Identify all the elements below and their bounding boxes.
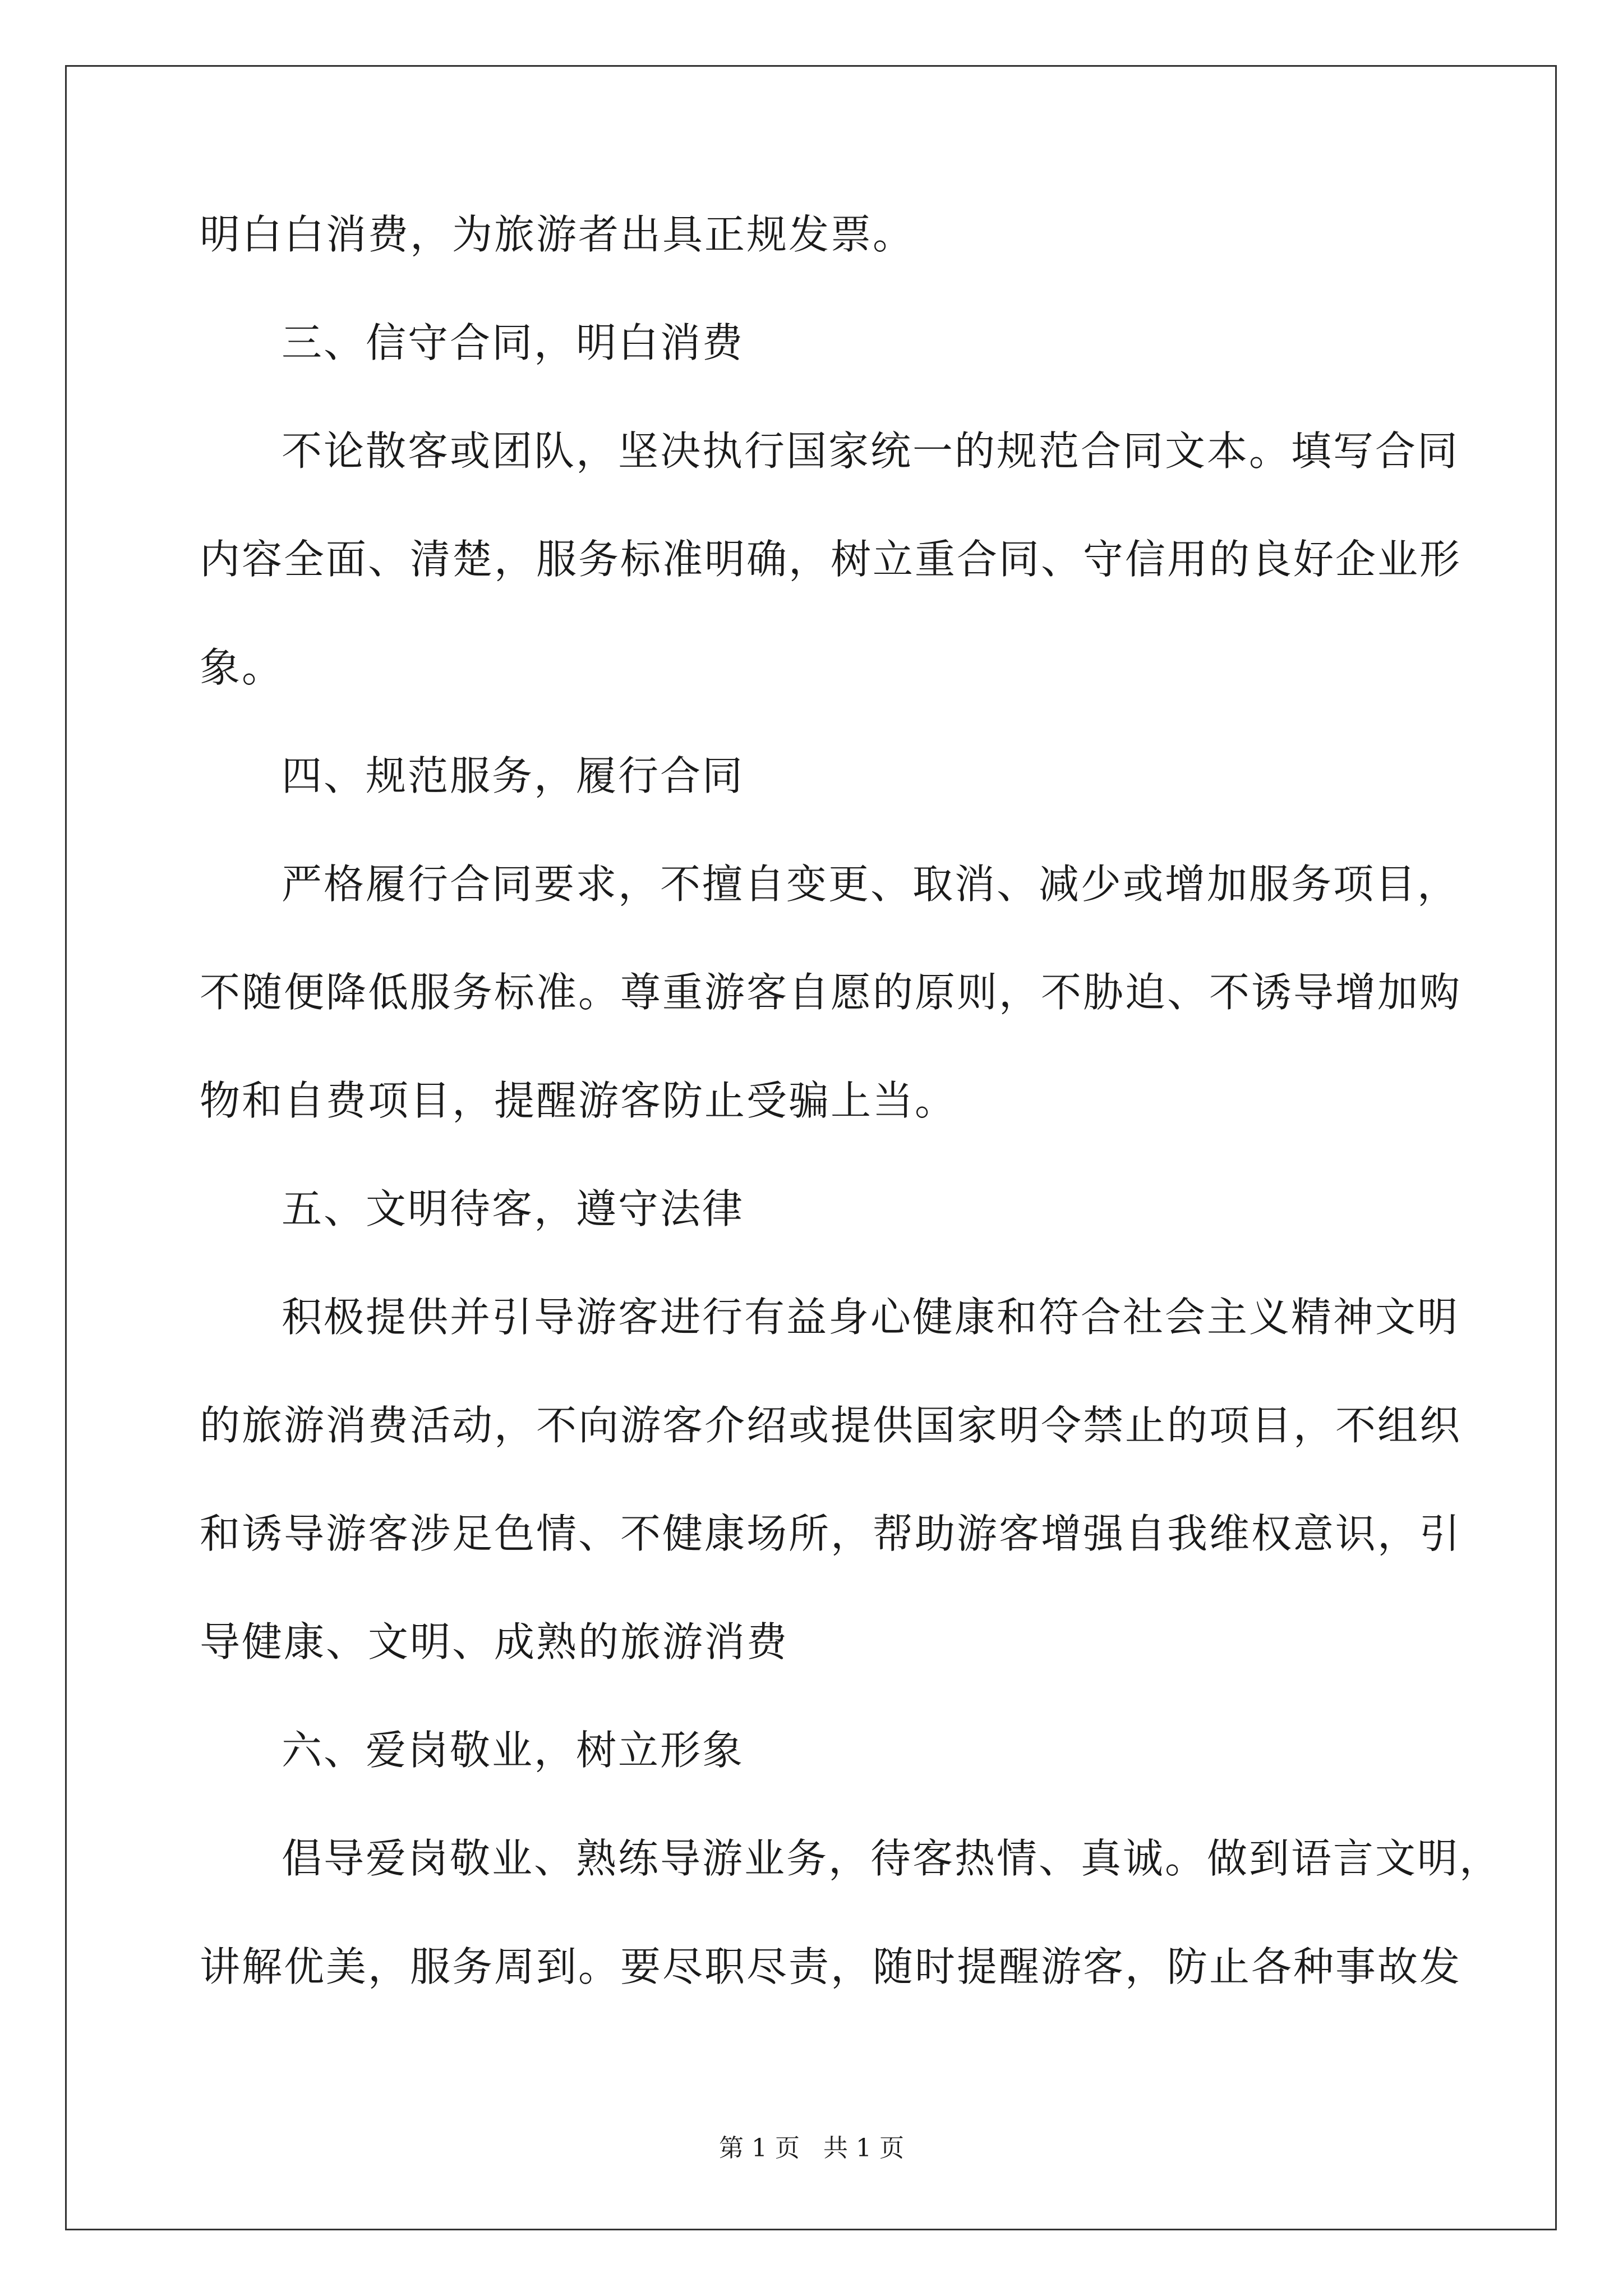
text-line: 不论散客或团队，坚决执行国家统一的规范合同文本。填写合同	[282, 427, 1460, 475]
page-border	[65, 65, 1557, 2230]
text-line: 倡导爱岗敬业、熟练导游业务，待客热情、真诚。做到语言文明，	[282, 1835, 1502, 1882]
text-line: 的旅游消费活动，不向游客介绍或提供国家明令禁止的项目，不组织	[200, 1402, 1462, 1449]
section-heading: 三、信守合同，明白消费	[282, 319, 745, 366]
section-heading: 六、爱岗敬业，树立形象	[282, 1727, 745, 1774]
text-line: 和诱导游客涉足色情、不健康场所，帮助游客增强自我维权意识，引	[200, 1510, 1462, 1557]
text-line: 象。	[200, 644, 284, 691]
text-line: 物和自费项目，提醒游客防止受骗上当。	[200, 1077, 957, 1124]
page-number: 第 1 页 共 1 页	[719, 2134, 904, 2162]
text-line: 导健康、文明、成熟的旅游消费	[200, 1618, 789, 1665]
text-line: 严格履行合同要求，不擅自变更、取消、减少或增加服务项目，	[282, 861, 1460, 908]
text-line: 明白白消费，为旅游者出具正规发票。	[200, 211, 915, 258]
section-heading: 四、规范服务，履行合同	[282, 752, 745, 799]
section-heading: 五、文明待客，遵守法律	[282, 1185, 745, 1232]
text-line: 不随便降低服务标准。尊重游客自愿的原则，不胁迫、不诱导增加购	[200, 969, 1462, 1016]
text-line: 内容全面、清楚，服务标准明确，树立重合同、守信用的良好企业形	[200, 536, 1462, 583]
text-line: 积极提供并引导游客进行有益身心健康和符合社会主义精神文明	[282, 1294, 1460, 1341]
text-line: 讲解优美，服务周到。要尽职尽责，随时提醒游客，防止各种事故发	[200, 1943, 1462, 1990]
